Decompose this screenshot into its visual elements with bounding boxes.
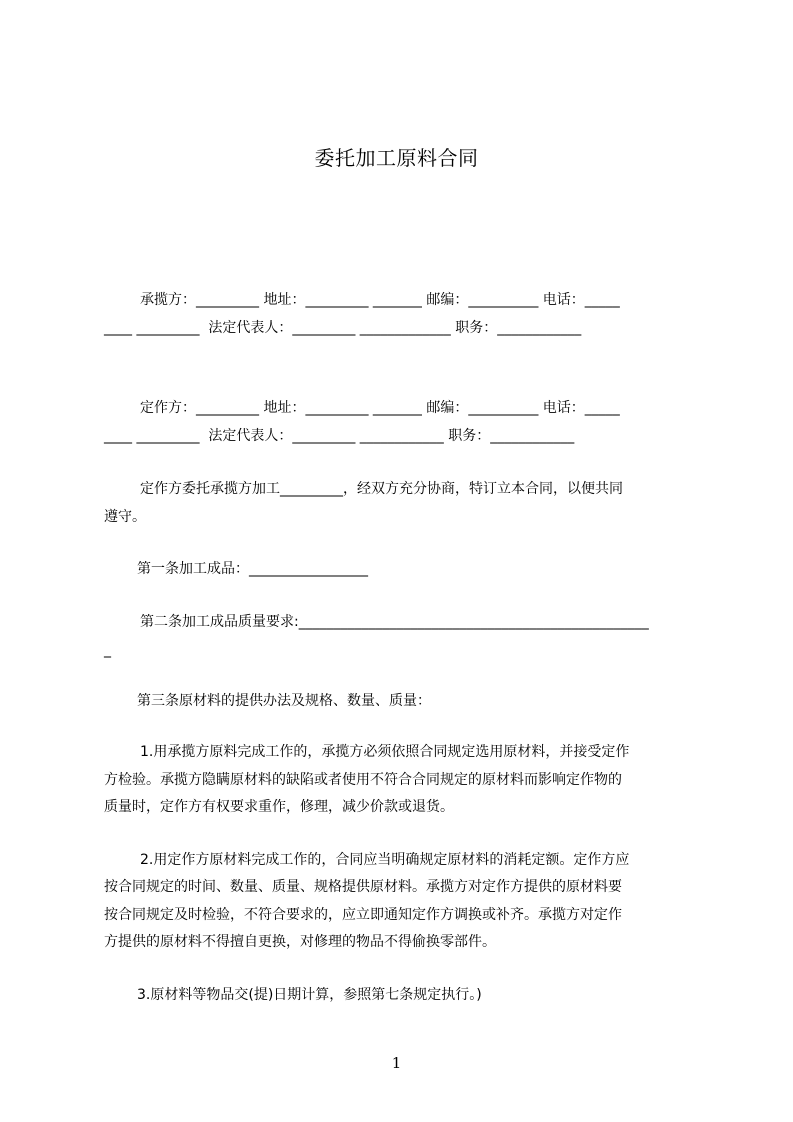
- intro-line-1: 定作方委托承揽方加工_________，经双方充分协商，特订立本合同，以便共同: [140, 481, 623, 497]
- contractor-info-line-2: ____ _________ 法定代表人：_________ _____________ 职务：____________: [104, 320, 582, 336]
- clause-2-line-2: 按合同规定的时间、数量、质量、规格提供原材料。承揽方对定作方提供的原材料要: [104, 879, 622, 895]
- clause-2-line-1: 2.用定作方原材料完成工作的，合同应当明确规定原材料的消耗定额。定作方应: [140, 852, 630, 868]
- customer-info-line-2: ____ _________ 法定代表人：_________ ____________ 职务：____________: [104, 428, 575, 444]
- clause-1-line-2: 方检验。承揽方隐瞒原材料的缺陷或者使用不符合合同规定的原材料而影响定作物的: [104, 772, 622, 788]
- clause-2-line-4: 方提供的原材料不得擅自更换，对修理的物品不得偷换零部件。: [104, 934, 496, 950]
- clause-1-line-1: 1.用承揽方原料完成工作的，承揽方必须依照合同规定选用原材料，并接受定作: [140, 744, 630, 760]
- article-2-line-2: _: [104, 642, 111, 658]
- article-2-line-1: 第二条加工成品质量要求:__________________________________________________: [140, 614, 649, 630]
- intro-line-2: 遵守。: [104, 509, 146, 525]
- article-1: 第一条加工成品：_________________: [137, 561, 368, 577]
- article-3: 第三条原材料的提供办法及规格、数量、质量：: [137, 693, 431, 709]
- clause-2-line-3: 按合同规定及时检验，不符合要求的，应立即通知定作方调换或补齐。承揽方对定作: [104, 907, 622, 923]
- clause-1-line-3: 质量时，定作方有权要求重作，修理，减少价款或退货。: [104, 799, 454, 815]
- page-number: 1: [391, 1054, 402, 1072]
- clause-3-line-1: 3.原材料等物品交(提)日期计算，参照第七条规定执行。): [137, 987, 482, 1003]
- customer-info-line-1: 定作方：_________ 地址：_________ _______ 邮编：__________ 电话：_____: [140, 400, 620, 416]
- contractor-info-line-1: 承揽方：_________ 地址：_________ _______ 邮编：__________ 电话：_____: [140, 292, 620, 308]
- document-title: 委托加工原料合同: [314, 146, 479, 170]
